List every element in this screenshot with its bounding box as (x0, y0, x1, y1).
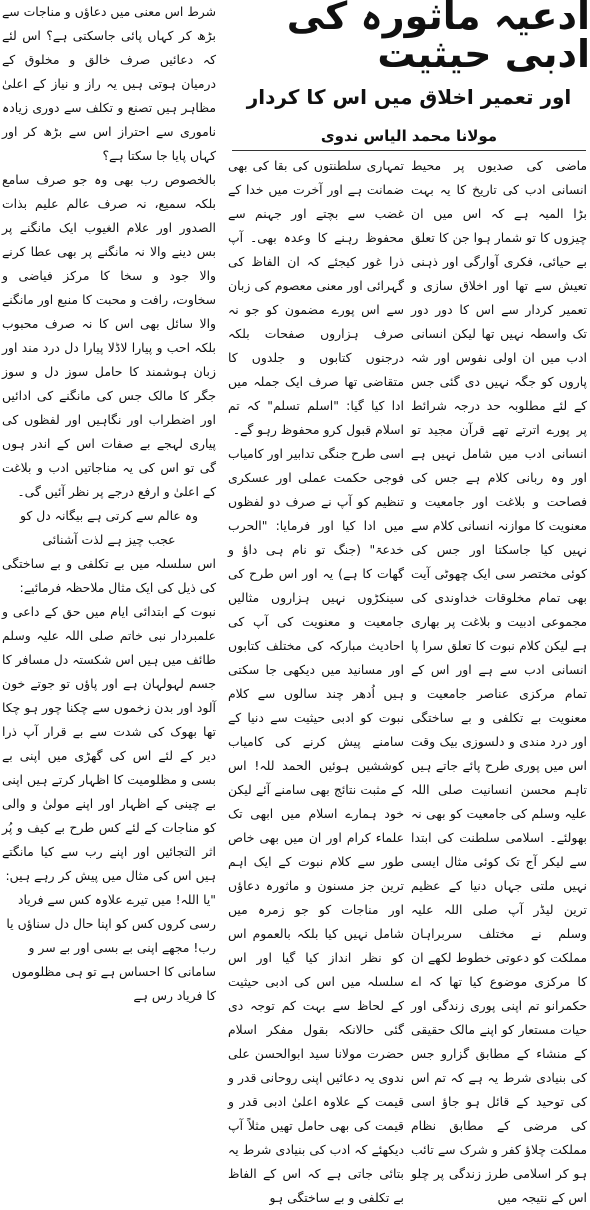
header-divider (232, 150, 586, 151)
paragraph: اس سلسلہ میں بے تکلفی و بے ساختگی کی ذیل کی ایک مثال ملاحظہ فرمائیے: (2, 556, 216, 595)
paragraph: نبوت کے ابتدائی ایام میں حق کے داعی و علمبردار نبی خاتم صلی اللہ علیہ وسلم طائف میں ہیں اس شکستہ دل مسافر کا جسم لہولہان ہے اور پاؤں تو جوتے خون آلود اور بدن زخموں سے چکنا چور ہو چکا تھا بھوک کی شدت سے بے قرار آپ ذرا دیر کے لئے اس کی گھڑی میں اپنی بے بسی و مظلومیت کا اظہار کرتے ہیں اپنی بے چینی کے اظہار اور اپنے مولیٰ و والی کو مناجات کے لئے کس طرح بے کیف و پُر اثر التجائیں اور اپنے رب سے کیا مانگتے ہیں اس کی مثال میں پیش کر رہے ہیں: (2, 604, 216, 883)
paragraph: ماضی کی صدیوں پر محیط انسانی ادب کی تاریخ کا یہ بہت بڑا المیہ ہے کہ اس میں ان چیزوں کا تو شمار ہوا جن کا تعلق بے حیائی، فکری آوارگی اور ذہنی تعیش سے تھا اور اخلاق سازی و تعمیر کردار سے اس کا دور دور تک واسطہ نہیں تھا لیکن انسانی ادب میں ان اولی نفوس اور شہ پاروں کو جگہ نہیں دی گئی جس کے لئے مطلوبہ حد درجہ شرائط پر پورے اترتے تھے قرآن مجید تو انسانی ادب میں شامل نہیں ہے اور وہ ربانی کلام ہے جس کی فصاحت و بلاغت اور جامعیت و معنویت کا موازنہ انسانی کلام سے نہیں کیا جاسکتا اور جس کی کوئی مختصر سی ایک چھوٹی آیت بھی تمام مخلوقات خداوندی کی مجموعی ادبیت و بلاغت پر بھاری ہے لیکن کلام نبوت کا تعلق سرا پا انسانی ادب سے ہے اور اس کے تمام مرکزی عناصر جامعیت و معنویت بے تکلفی و بے ساختگی اور درد مندی و دلسوزی بیک وقت اس میں پوری طرح پائے جاتے ہیں تاہم محسن انسانیت صلی اللہ علیہ وسلم کی جامعیت کو بھی نہ بھولئے۔ اسلامی سلطنت کی ابتدا سے لیکر آج تک کوئی مثال ایسی نہیں ملتی جہاں دنیا کے عظیم ترین لیڈر آپ صلی اللہ علیہ وسلم نے مختلف سربراہان مملکت کو دعوتی خطوط لکھے ان کا مرکزی موضوع کیا تھا کہ اے حکمرانو تم اپنی پوری زندگی اور حیات مستعار کو اپنے مالک حقیقی کے منشاء کے مطابق گزارو جس کی بنیادی شرط یہ ہے کہ تم اس کی توحید کے قائل ہو جاؤ اسی کی مرضی کے مطابق نظام مملکت چلاؤ کفر و شرک سے تائب ہو کر اسلامی طرز زندگی پر چلو اس کے نتیجہ میں (411, 158, 587, 1205)
quoted-prayer: "یا اللہ! میں تیرے علاوہ کس سے فریاد رسی کروں کس کو اپنا حال دل سناؤں یا رب! مجھے اپنی بے بسی اور بے سر و سامانی کا احساس ہے تو ہی مظلوموں کا فریاد رس ہے (6, 892, 216, 1003)
column-middle (228, 154, 404, 1205)
column-left (2, 0, 216, 1003)
poetry-verse: عجب چیز ہے لذت آشنائی (42, 532, 176, 547)
column-right (411, 154, 587, 1205)
paragraph: تمہاری سلطنتوں کی بقا کی بھی ضمانت ہے اور آخرت میں خدا کے غضب سے بچتے اور جہنم سے محفوظ رہنے کا وعدہ بھی۔ آپ ذرا غور کیجئے کہ ان الفاظ کی گہرائی اور معنی معصوم کی زبان سے اس پورے مضمون کو جو نہ صرف ہزاروں صفحات بلکہ درجنوں کتابوں و جلدوں کا متقاضی تھا صرف ایک جملہ میں ادا کیا گیا: "اسلم تسلم" کہ تم اسلام قبول کرو محفوظ رہو گے۔ (228, 158, 404, 437)
paragraph: اسی طرح جنگی تدابیر اور کامیاب فوجی حکمت عملی اور عسکری تنظیم کو آپ نے صرف دو لفظوں میں ادا کیا اور فرمایا: "الحرب خدعۃ" (جنگ تو نام ہی داؤ و گھات کا ہے) یہ اور اس طرح کی سینکڑوں نہیں ہزاروں مثالیں جامعیت و معنویت کی آپ کی احادیث مبارکہ کی مختلف کتابوں اور مسانید میں دیکھی جا سکتی ہیں اُدھر چند سالوں سے کلام نبوت کو ادبی حیثیت سے دنیا کے سامنے پیش کرنے کی کامیاب کوششیں ہوئیں الحمد للہ! اس کے مثبت نتائج بھی سامنے آئے لیکن خود ہمارے اسلام میں ابھی تک علماء کرام اور ان میں بھی خاص طور سے کلام نبوت کے ایک اہم ترین جز مسنون و ماثورہ دعاؤں اور مناجات کو جو زمرہ میں شامل نہیں کیا بلکہ بالعموم اس کو نظر انداز کیا گیا اور اس سلسلہ میں اس کی ادبی حیثیت کے لحاظ سے بہت کم توجہ دی گئی حالانکہ بقول مفکر اسلام حضرت مولانا سید ابوالحسن علی ندوی یہ دعائیں اپنی روحانی قدر و قیمت کے علاوہ اعلیٰ ادبی قدر و قیمت کی بھی حامل تھیں مثلاً آپ دیکھئے کہ ادب کی بنیادی شرط یہ بتائی جاتی ہے کہ اس کے الفاظ بے تکلفی و بے ساختگی ہو (228, 446, 404, 1205)
article-subtitle: اور تعمیر اخلاق میں اس کا کردار (246, 85, 572, 109)
paragraph: بالخصوص رب بھی وہ جو صرف سامع بلکہ سمیع، نہ صرف عالم علیم بذات الصدور اور علام الغیوب ایک مانگنے پر بس دینے والا نہ مانگنے پر بھی عطا کرنے والا جود و سخا کا مرکز فیاضی و سخاوت، رافت و محبت کا منبع اور مانگنے والا سائل بھی اس کا نہ صرف محبوب بلکہ احب و پیارا لاڈلا پیارا دل درد مند اور زبان ہوشمند کا حامل سوز دل و سوز جگر کا مالک جس کی مانگنے کی ادائیں اور اضطراب اور نگاہیں اور لفظوں کی پیاری لہجے بے صفات اس کے اندر ہوں گی تو اس کی یہ مناجاتیں ادب و بلاغت کے اعلیٰ و ارفع درجے پر نظر آئیں گی۔ (2, 172, 216, 499)
author-byline: مولانا محمد الیاس ندوی (320, 127, 498, 145)
poetry-verse: وہ عالم سے کرتی ہے بیگانہ دل کو (19, 508, 198, 523)
paragraph: شرط اس معنی میں دعاؤں و مناجات سے بڑھ کر کہاں پائی جاسکتی ہے؟ اس لئے کہ دعائیں صرف خالق و مخلوق کے درمیان ہوتی ہیں یہ راز و نیاز کے اعلیٰ مظاہر ہیں تصنع و تکلف سے دوری زیادہ ناموری سے احتراز اس سے بڑھ کر اور کہاں پایا جا سکتا ہے؟ (2, 4, 216, 163)
article-title: ادعیہ ماثورہ کی ادبی حیثیت (286, 0, 590, 76)
